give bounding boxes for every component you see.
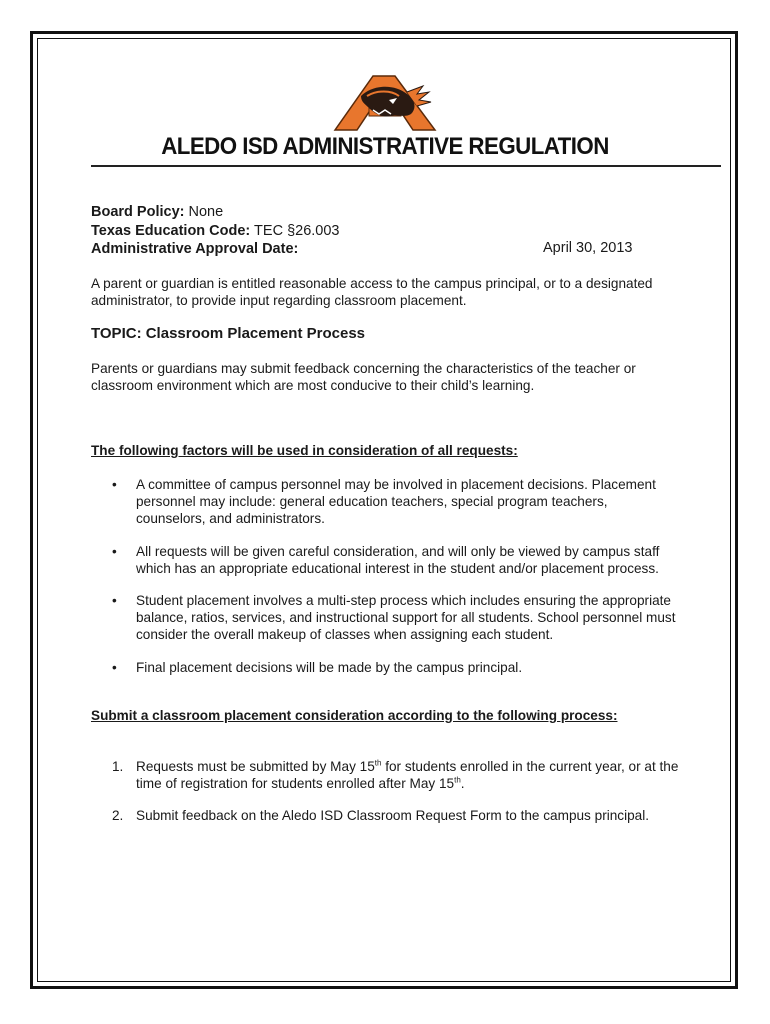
bullet-icon: • [112,544,117,559]
factor-text: Student placement involves a multi-step process which includes ensuring the appropriate balance, ratios, services, and instructional support for all students. School personnel must consider the overall makeup of classes when assigning each student. [136,593,676,642]
ordinal-suffix: th [374,758,382,768]
factor-text: Final placement decisions will be made by the campus principal. [136,660,523,675]
tec-value: TEC §26.003 [254,223,340,239]
bullet-icon: • [112,477,117,492]
page-title: ALEDO ISD ADMINISTRATIVE REGULATION [161,133,609,160]
topic-heading: TOPIC: Classroom Placement Process [91,325,365,342]
step-text [136,758,686,792]
bullet-icon: • [112,593,117,608]
process-heading: Submit a classroom placement consideration according to the following process: [91,708,618,723]
intro-paragraph: A parent or guardian is entitled reasonable access to the campus principal, or to a designated administrator, to provide input regarding classroom placement. [91,276,653,308]
bullet-icon: • [112,660,117,675]
step-number: 2. [112,808,124,823]
step-text-part: for students enrolled in the current year, or at the time of registration for students enrolled after May 15 [136,759,679,791]
topic-paragraph: Parents or guardians may submit feedback concerning the characteristics of the teacher or classroom environment which are most conducive to their child’s learning. [91,361,636,393]
factor-text: A committee of campus personnel may be involved in placement decisions. Placement personnel may include: general education teachers, special program teachers, counselors, and administrators. [136,477,656,526]
step-text: Submit feedback on the Aledo ISD Classroom Request Form to the campus principal. [136,808,650,823]
step-text-part: . [460,776,465,791]
step-number: 1. [112,759,124,774]
step-text-part: Requests must be submitted by May 15 [136,759,375,774]
board-policy-line [91,203,223,221]
board-policy-label: Board Policy: [91,204,185,220]
aledo-bearcat-logo [333,74,437,132]
factors-heading: The following factors will be used in consideration of all requests: [91,443,518,458]
board-policy-value: None [188,204,224,220]
approval-line [91,240,298,258]
factor-text: All requests will be given careful consideration, and will only be viewed by campus staff which has an appropriate educational interest in the student and/or placement process. [136,544,660,576]
approval-label: Administrative Approval Date: [91,241,299,257]
tec-line [91,222,340,240]
tec-label: Texas Education Code: [91,223,251,239]
approval-date: April 30, 2013 [543,240,633,256]
title-underline [91,165,721,167]
ordinal-suffix: th [454,775,461,785]
